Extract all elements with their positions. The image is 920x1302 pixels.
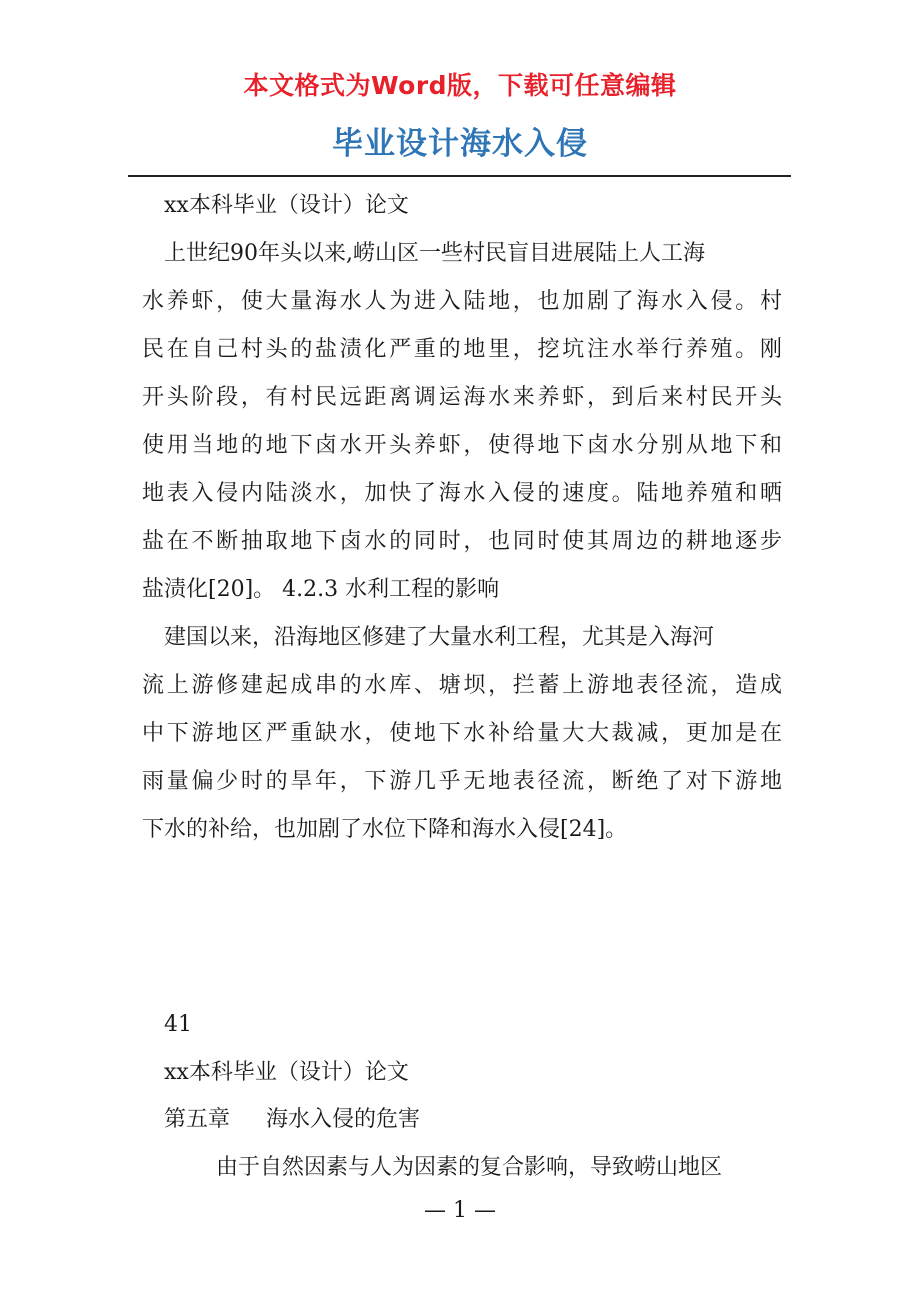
paragraph-line: 流上游修建起成串的水库、塘坝，拦蓄上游地表径流，造成 — [142, 673, 782, 698]
paragraph-line: 上世纪90年头以来,崂山区一些村民盲目进展陆上人工海 — [164, 241, 705, 266]
thesis-header: xx本科毕业（设计）论文 — [164, 1060, 409, 1085]
paragraph-line: 地表入侵内陆淡水，加快了海水入侵的速度。陆地养殖和晒 — [142, 481, 782, 506]
paragraph-line: 盐渍化[20]。 4.2.3 水利工程的影响 — [142, 577, 500, 602]
paragraph-line: 下水的补给，也加剧了水位下降和海水入侵[24]。 — [142, 817, 628, 842]
paragraph-line: 由于自然因素与人为因素的复合影响，导致崂山地区 — [216, 1155, 723, 1180]
title-divider — [128, 175, 791, 177]
chapter-title: 海水入侵的危害 — [266, 1107, 421, 1132]
page-number: 41 — [164, 1012, 192, 1037]
paragraph-line: 使用当地的地下卤水开头养虾，使得地下卤水分别从地下和 — [142, 433, 782, 458]
download-banner: 本文格式为Word版，下载可任意编辑 — [243, 71, 677, 100]
paragraph-line: 水养虾，使大量海水人为进入陆地，也加剧了海水入侵。村 — [142, 289, 782, 314]
thesis-header: xx本科毕业（设计）论文 — [164, 193, 409, 218]
paragraph-line: 建国以来，沿海地区修建了大量水利工程，尤其是入海河 — [164, 625, 715, 650]
paragraph-line: 中下游地区严重缺水，使地下水补给量大大裁减，更加是在 — [142, 721, 782, 746]
chapter-number: 第五章 — [164, 1107, 231, 1132]
chapter-heading — [164, 1105, 420, 1135]
page-footer: — 1 — — [424, 1198, 496, 1223]
paragraph-line: 盐在不断抽取地下卤水的同时，也同时使其周边的耕地逐步 — [142, 529, 782, 554]
paragraph-line: 开头阶段，有村民远距离调运海水来养虾，到后来村民开头 — [142, 385, 782, 410]
paragraph-line: 雨量偏少时的旱年，下游几乎无地表径流，断绝了对下游地 — [142, 769, 782, 794]
paragraph-line: 民在自己村头的盐渍化严重的地里，挖坑注水举行养殖。刚 — [142, 337, 782, 362]
document-title: 毕业设计海水入侵 — [332, 126, 588, 162]
